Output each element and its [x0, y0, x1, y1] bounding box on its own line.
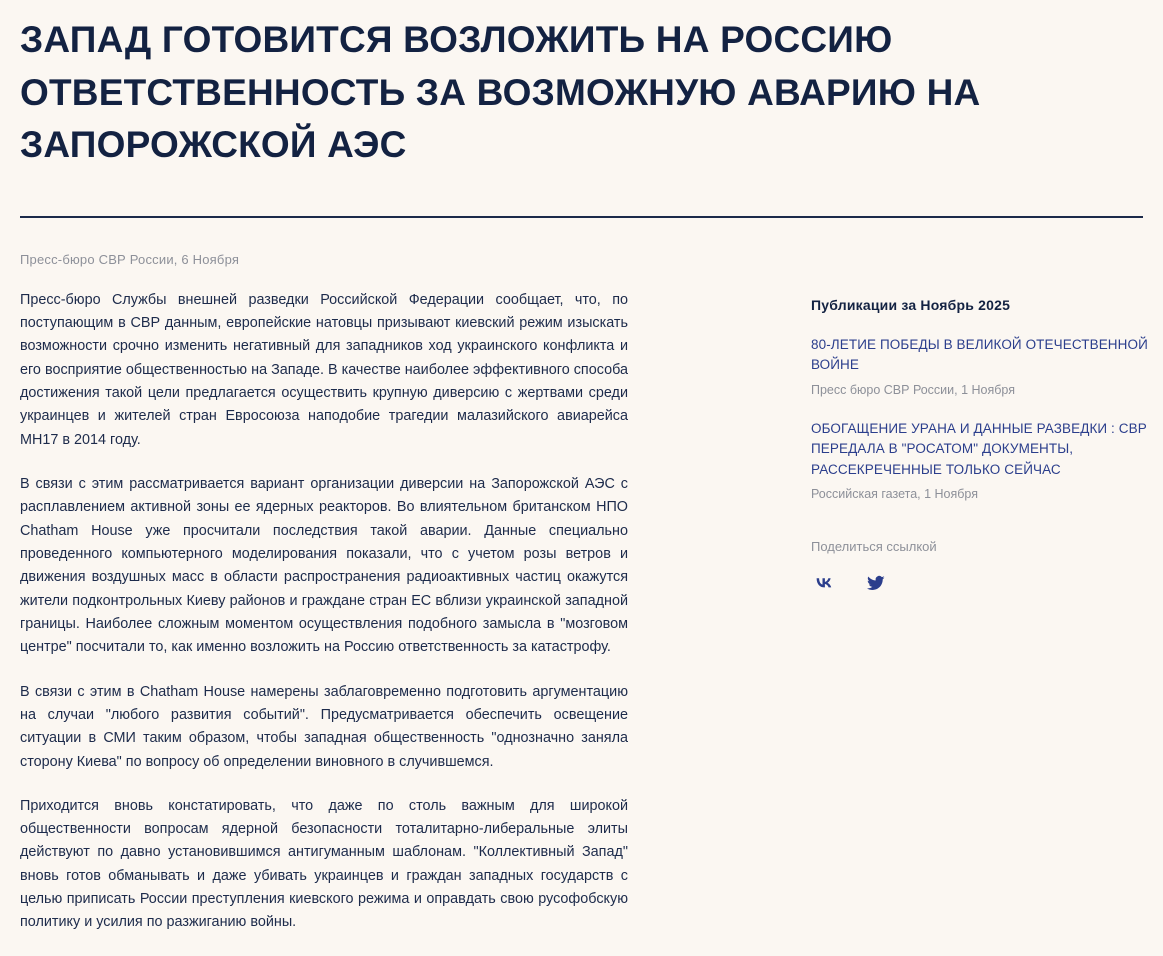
sidebar-item-link[interactable]: ОБОГАЩЕНИЕ УРАНА И ДАННЫЕ РАЗВЕДКИ : СВР ПЕРЕДАЛА В "РОСАТОМ" ДОКУМЕНТЫ, РАССЕКРЕЧЕННЫЕ ТОЛЬКО СЕЙЧАС — [811, 420, 1147, 477]
article-byline: Пресс-бюро СВР России, 6 Ноября — [20, 251, 240, 267]
share-icons — [811, 570, 1163, 596]
sidebar-item-meta: Пресс бюро СВР России, 1 Ноября — [811, 382, 1016, 397]
sidebar-title: Публикации за Ноябрь 2025 — [811, 296, 1011, 313]
article-paragraph: В связи с этим в Chatham House намерены заблаговременно подготовить аргументацию на случаи "любого развития событий". Предусматривается обеспечить освещение ситуации в СМИ таким образом, чтобы западная общественность "однозначно заняла сторону Киева" по вопросу об определении виновного в случившемся. — [20, 683, 628, 770]
twitter-icon[interactable] — [863, 570, 889, 596]
page-title: ЗАПАД ГОТОВИТСЯ ВОЗЛОЖИТЬ НА РОССИЮ ОТВЕТСТВЕННОСТЬ ЗА ВОЗМОЖНУЮ АВАРИЮ НА ЗАПОРОЖСКОЙ АЭС — [20, 19, 981, 166]
title-divider — [20, 216, 1143, 218]
article-paragraph: Приходится вновь констатировать, что даже по столь важным для широкой общественности вопросам ядерной безопасности тоталитарно-либеральные элиты действуют по давно установившимся антигуманным шаблонам. "Коллективный Запад" вновь готов обманывать и даже убивать украинцев и граждан западных государств с целью приписать России преступления киевского режима и оправдать свою русофобскую политику и усилия по разжиганию войны. — [20, 797, 628, 931]
sidebar — [811, 289, 1163, 956]
share-label: Поделиться ссылкой — [811, 539, 937, 555]
article-body — [20, 289, 628, 956]
list-item[interactable] — [811, 419, 1163, 502]
vk-icon[interactable] — [811, 570, 837, 596]
article-paragraph: Пресс-бюро Службы внешней разведки Российской Федерации сообщает, что, по поступающим в СВР данным, европейские натовцы призывают киевский режим изыскать возможности срочно изменить негативный для западников ход украинского конфликта и его восприятие общественностью на Западе. В качестве наиболее эффективного способа достижения такой цели предлагается осуществить крупную диверсию с жертвами среди украинцев и жителей стран Евросоюза наподобие трагедии малазийского авиарейса MH17 в 2014 году. — [20, 291, 628, 448]
article-paragraph: В связи с этим рассматривается вариант организации диверсии на Запорожской АЭС с расплавлением активной зоны ее ядерных реакторов. Во влиятельном британском НПО Chatham House уже просчитали последствия такой аварии. Данные специально проведенного компьютерного моделирования показали, что с учетом розы ветров и движения воздушных масс в области распространения радиоактивных частиц окажутся жители подконтрольных Киеву районов и граждане стран ЕС вблизи украинской западной границы. Наиболее сложным моментом осуществления подобного замысла в "мозговом центре" посчитали то, как именно возложить на Россию ответственность за катастрофу. — [20, 475, 628, 656]
list-item[interactable] — [811, 335, 1163, 397]
sidebar-item-link[interactable]: 80-ЛЕТИЕ ПОБЕДЫ В ВЕЛИКОЙ ОТЕЧЕСТВЕННОЙ ВОЙНЕ — [811, 336, 1148, 373]
sidebar-item-meta: Российская газета, 1 Ноября — [811, 487, 979, 502]
content-columns — [20, 289, 1148, 956]
